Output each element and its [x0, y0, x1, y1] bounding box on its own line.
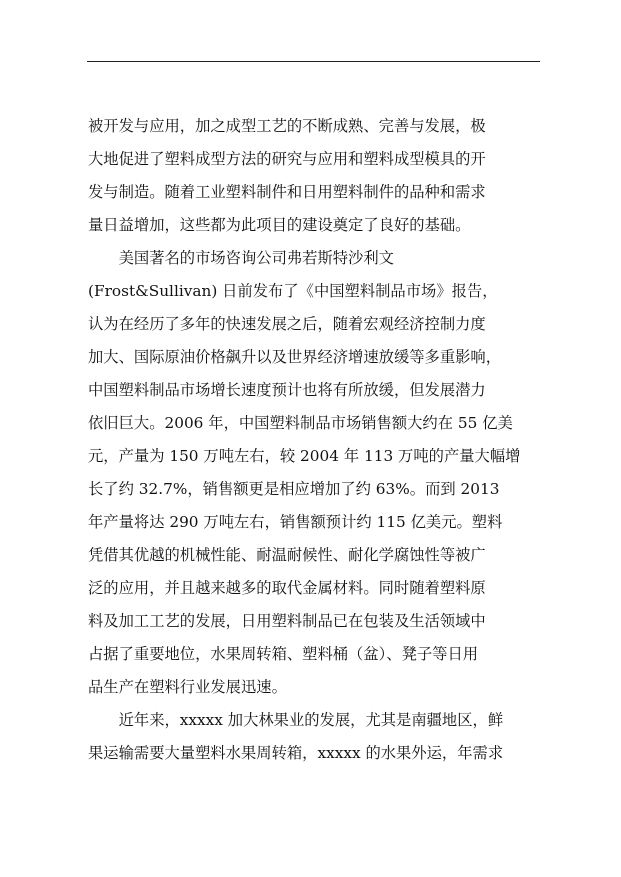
header-rule — [87, 61, 540, 62]
text-line: 长了约 32.7%，销售额更是相应增加了约 63%。而到 2013 — [88, 480, 500, 498]
text-line: 中国塑料制品市场增长速度预计也将有所放缓，但发展潜力 — [88, 381, 486, 399]
text-line: 被开发与应用，加之成型工艺的不断成熟、完善与发展，极 — [88, 117, 486, 135]
text-line: 凭借其优越的机械性能、耐温耐候性、耐化学腐蚀性等被广 — [88, 546, 486, 564]
paragraph-start-line: 近年来，xxxxx 加大林果业的发展，尤其是南疆地区，鲜 — [88, 711, 504, 729]
text-line: 认为在经历了多年的快速发展之后，随着宏观经济控制力度 — [88, 315, 486, 333]
text-line: 品生产在塑料行业发展迅速。 — [88, 678, 287, 696]
text-line: 果运输需要大量塑料水果周转箱，xxxxx 的水果外运，年需求 — [88, 744, 504, 762]
text-line: 发与制造。随着工业塑料制件和日用塑料制件的品种和需求 — [88, 183, 486, 201]
text-line: 依旧巨大。2006 年，中国塑料制品市场销售额大约在 55 亿美 — [88, 414, 513, 432]
text-line: 加大、国际原油价格飙升以及世界经济增速放缓等多重影响， — [88, 348, 502, 366]
text-line: 大地促进了塑料成型方法的研究与应用和塑料成型模具的开 — [88, 150, 486, 168]
text-line: 泛的应用，并且越来越多的取代金属材料。同时随着塑料原 — [88, 579, 486, 597]
text-line: 年产量将达 290 万吨左右，销售额预计约 115 亿美元。塑料 — [88, 513, 503, 531]
text-line: 量日益增加，这些都为此项目的建设奠定了良好的基础。 — [88, 216, 471, 234]
text-line: (Frost&Sullivan) 日前发布了《中国塑料制品市场》报告， — [88, 282, 498, 300]
paragraph-start-line: 美国著名的市场咨询公司弗若斯特沙利文 — [88, 249, 394, 267]
text-line: 占据了重要地位，水果周转箱、塑料桶（盆）、凳子等日用 — [88, 645, 479, 663]
text-line: 元，产量为 150 万吨左右，较 2004 年 113 万吨的产量大幅增 — [88, 447, 521, 465]
text-line: 料及加工工艺的发展，日用塑料制品已在包装及生活领域中 — [88, 612, 486, 630]
